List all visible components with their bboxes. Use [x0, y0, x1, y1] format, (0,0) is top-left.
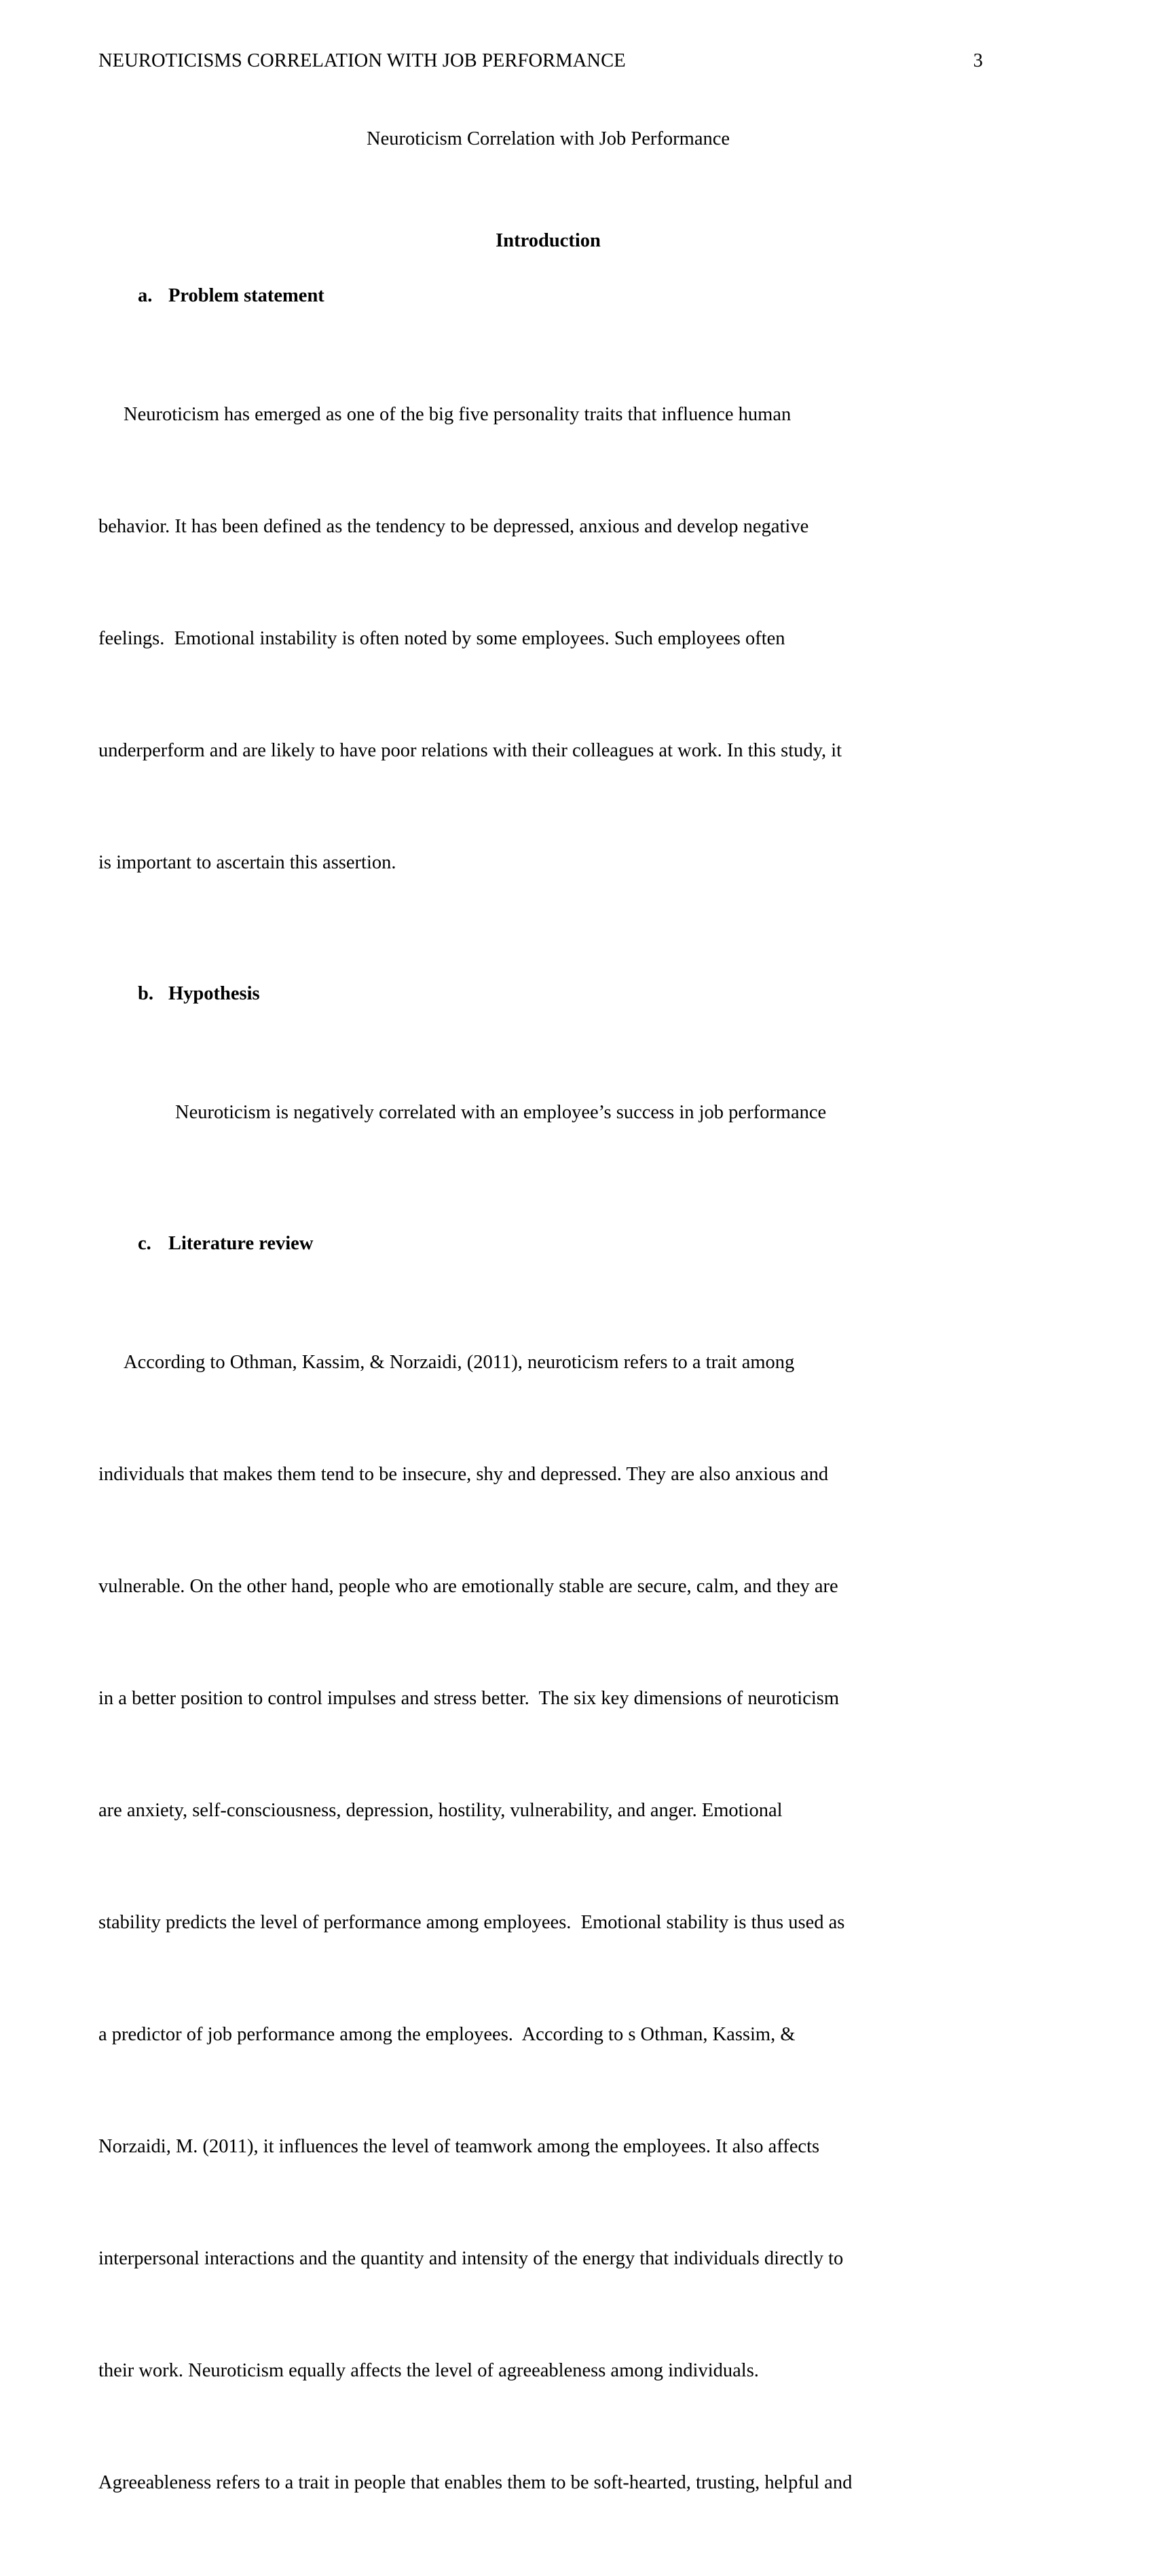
list-heading-problem-statement: [98, 277, 998, 314]
text-line: Neuroticism is negatively correlated with an employee’s success in job performance: [175, 1102, 827, 1123]
text-line: Norzaidi, M. (2011), it influences the level of teamwork among the employees. It also affects: [98, 2136, 820, 2157]
list-heading-label-b: Hypothesis: [168, 983, 260, 1004]
paragraph-literature-review: [98, 1269, 998, 2576]
text-line: are anxiety, self-consciousness, depression, hostility, vulnerability, and anger. Emotional: [98, 1800, 783, 1821]
list-heading-literature-review: [98, 1225, 998, 1262]
text-line: Agreeableness refers to a trait in people that enables them to be soft-hearted, trusting, helpful and: [98, 2472, 853, 2493]
text-line: feelings. Emotional instability is often noted by some employees. Such employees often: [98, 628, 785, 649]
text-line: Neuroticism has emerged as one of the big five personality traits that influence human: [124, 404, 792, 425]
text-line: interpersonal interactions and the quantity and intensity of the energy that individuals directly to: [98, 2248, 844, 2269]
list-heading-label-c: Literature review: [168, 1233, 314, 1254]
text-line: underperform and are likely to have poor relations with their colleagues at work. In this study, it: [98, 740, 842, 761]
paragraph-problem-statement: [98, 321, 998, 956]
spacer: [98, 1262, 998, 1269]
text-line: According to Othman, Kassim, & Norzaidi, (2011), neuroticism refers to a trait among: [124, 1352, 795, 1373]
running-head-title: NEUROTICISMS CORRELATION WITH JOB PERFORMANCE: [98, 50, 626, 71]
text-line: individuals that makes them tend to be insecure, shy and depressed. They are also anxious and: [98, 1464, 829, 1485]
text-line: is important to ascertain this assertion.: [98, 852, 396, 873]
spacer: [98, 956, 998, 975]
list-marker-b: b.: [138, 983, 153, 1004]
text-line: behavior. It has been defined as the tendency to be depressed, anxious and develop negative: [98, 516, 809, 537]
text-line: their work. Neuroticism equally affects the level of agreeableness among individuals.: [98, 2360, 759, 2381]
text-line: vulnerable. On the other hand, people who are emotionally stable are secure, calm, and they are: [98, 1576, 838, 1597]
list-heading-hypothesis: [98, 975, 998, 1012]
spacer: [98, 1012, 998, 1019]
page-number: 3: [973, 50, 983, 71]
section-heading-introduction: Introduction: [496, 230, 601, 251]
text-line: a predictor of job performance among the employees. According to s Othman, Kassim, &: [98, 2024, 796, 2045]
paragraph-hypothesis: [98, 1019, 998, 1206]
text-line: stability predicts the level of performance among employees. Emotional stability is thus used as: [98, 1912, 845, 1933]
spacer: [98, 1206, 998, 1225]
document-body: [98, 277, 998, 2576]
spacer: [98, 314, 998, 321]
running-head: [98, 49, 998, 73]
text-line: in a better position to control impulses and stress better. The six key dimensions of neuroticism: [98, 1688, 840, 1709]
list-heading-label-a: Problem statement: [168, 285, 324, 306]
paper-title: Neuroticism Correlation with Job Performance: [366, 128, 730, 149]
list-marker-a: a.: [138, 285, 153, 306]
list-marker-c: c.: [138, 1233, 151, 1254]
